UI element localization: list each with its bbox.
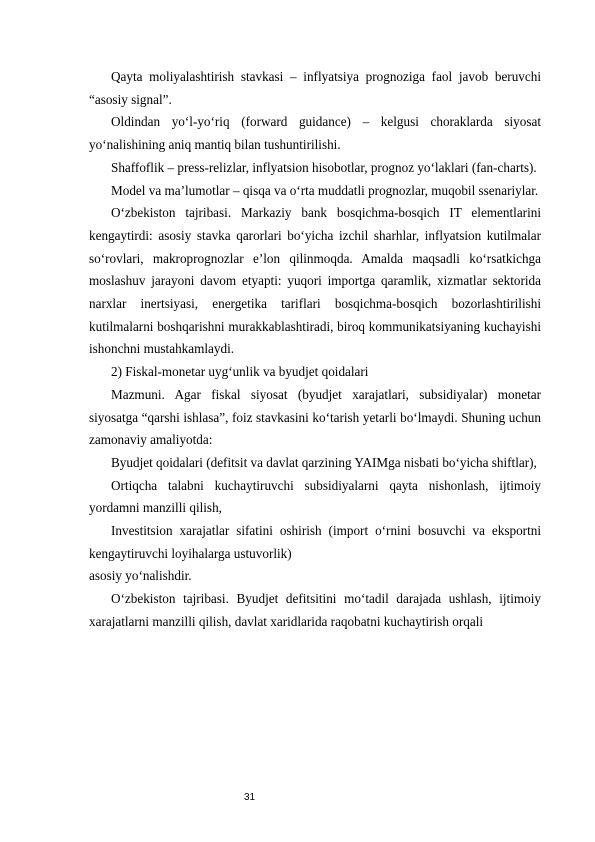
paragraph-forward-guidance: Oldindan yo‘l-yo‘riq (forward guidance) – kelgusi choraklarda siyosat yo‘nalishining aniq mantiq bilan tushuntirilishi. [89, 114, 541, 153]
paragraph-uzbekistan-experience-2: O‘zbekiston tajribasi. Byudjet defitsitini mo‘tadil darajada ushlash, ijtimoiy xarajatlarni manzilli qilish, davlat xaridlarida raqobatni kuchaytirish orqali [89, 591, 541, 629]
body-text [89, 66, 541, 634]
page-number: 31 [244, 792, 256, 803]
paragraph-main-direction: asosiy yo‘nalishdir. [89, 568, 192, 584]
paragraph-subsidies: Ortiqcha talabni kuchaytiruvchi subsidiyalarni qayta nishonlash, ijtimoiy yordamni manzilli qilish, [89, 477, 541, 516]
paragraph-uzbekistan-experience-1: O‘zbekiston tajribasi. Markaziy bank bosqichma-bosqich IT elementlarini kengaytirdi: asosiy stavka qarorlari bo‘yicha izchil sharhlar, inflyatsion kutilmalar so‘rovlari, makroprognozlar e’lon qilinmoqda. Amalda maqsadli ko‘rsatkichga moslashuv jarayoni davom etyapti: yuqori importga qaramlik, xizmatlar sektorida narxlar inertsiyasi, energetika tariflari bosqichma-bosqich bozorlashtirilishi kutilmalarni boshqarishni murakkablashtiradi, biroq kommunikatsiyaning kuchayishi ishonchni mustahkamlaydi. [89, 205, 541, 357]
paragraph-models-data: Model va ma’lumotlar – qisqa va o‘rta muddatli prognozlar, muqobil ssenariylar. [111, 182, 539, 198]
paragraph-content-meaning: Mazmuni. Agar fiskal siyosat (byudjet xarajatlari, subsidiyalar) monetar siyosatga “qarshi ishlasa”, foiz stavkasini ko‘tarish yetarli bo‘lmaydi. Shuning uchun zamonaviy amaliyotda: [89, 386, 541, 448]
paragraph-budget-rules: Byudjet qoidalari (defitsit va davlat qarzining YAIMga nisbati bo‘yicha shiftlar), [111, 454, 537, 470]
paragraph-transparency: Shaffoflik – press-relizlar, inflyatsion hisobotlar, prognoz yo‘laklari (fan-charts). [111, 159, 537, 175]
paragraph-refinancing-rate: Qayta moliyalashtirish stavkasi – inflyatsiya prognoziga faol javob beruvchi “asosiy signal”. [89, 69, 541, 107]
section-heading-fiscal-monetary: 2) Fiskal-monetar uyg‘unlik va byudjet qoidalari [111, 364, 369, 380]
paragraph-investment-spending: Investitsion xarajatlar sifatini oshirish (import o‘rnini bosuvchi va eksportni kengaytiruvchi loyihalarga ustuvorlik) [89, 523, 541, 561]
